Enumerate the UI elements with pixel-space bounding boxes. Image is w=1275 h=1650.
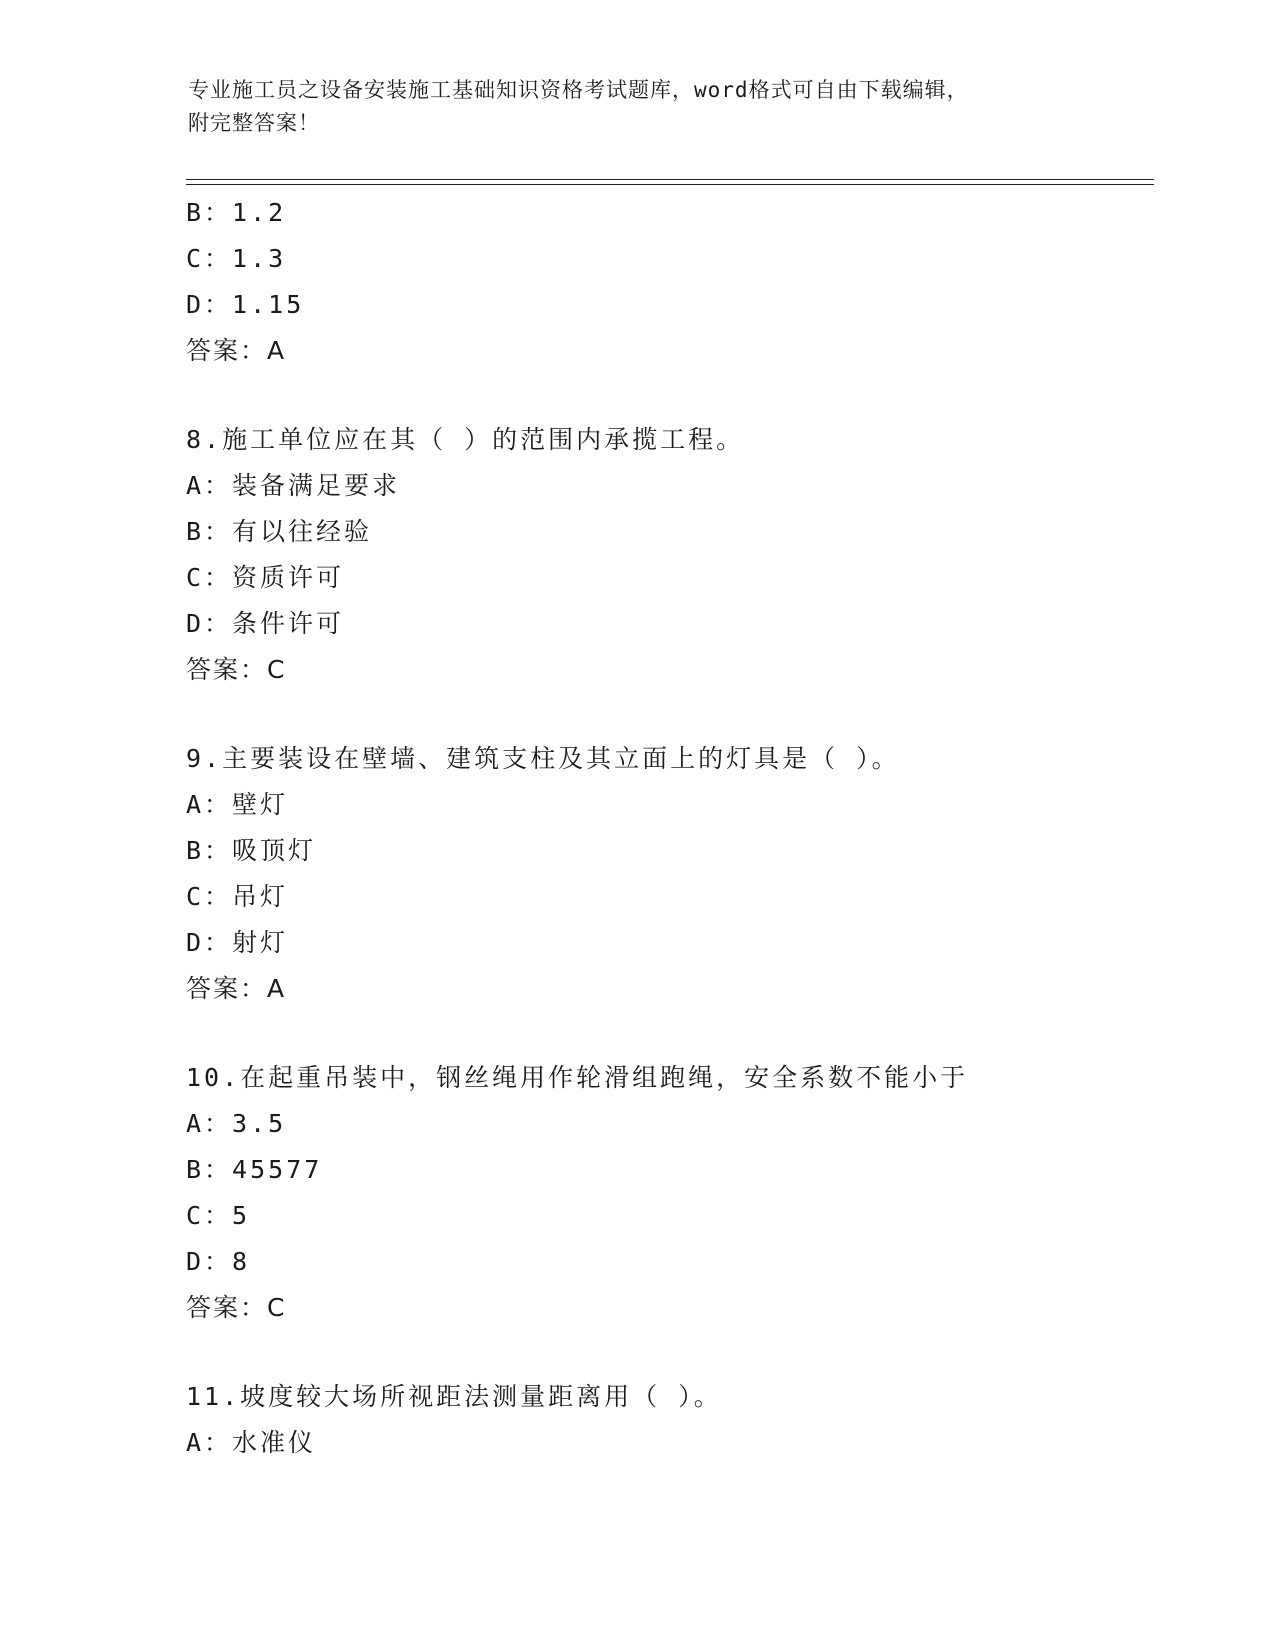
question-text: 11.坡度较大场所视距法测量距离用（ ）。 [186, 1382, 722, 1411]
question-list [186, 190, 1146, 1466]
option-c: C：5 [186, 1201, 251, 1230]
question-partial [186, 190, 1146, 374]
option-a: A：3.5 [186, 1109, 287, 1138]
option-b: B：1.2 [186, 198, 287, 227]
question-text: 9.主要装设在壁墙、建筑支柱及其立面上的灯具是（ ）。 [186, 744, 900, 773]
question-11 [186, 1374, 1146, 1466]
option-b: B：吸顶灯 [186, 836, 317, 865]
option-c: C：吊灯 [186, 882, 289, 911]
document-header [188, 74, 1068, 140]
header-divider-bottom [186, 184, 1154, 185]
header-line-1: 专业施工员之设备安装施工基础知识资格考试题库，word格式可自由下载编辑， [188, 78, 969, 102]
option-c: C：资质许可 [186, 563, 345, 592]
question-text: 10.在起重吊装中，钢丝绳用作轮滑组跑绳，安全系数不能小于 [186, 1063, 969, 1092]
option-b: B：45577 [186, 1155, 323, 1184]
option-a: A：水准仪 [186, 1428, 317, 1457]
option-a: A：装备满足要求 [186, 471, 401, 500]
header-divider-top [186, 179, 1154, 180]
option-d: D：条件许可 [186, 609, 345, 638]
option-a: A：壁灯 [186, 790, 289, 819]
question-text: 8.施工单位应在其（ ）的范围内承揽工程。 [186, 425, 745, 454]
question-10 [186, 1055, 1146, 1331]
answer: 答案：A [186, 974, 287, 1003]
option-d: D：8 [186, 1247, 251, 1276]
question-8 [186, 417, 1146, 693]
header-line-2: 附完整答案！ [188, 111, 320, 135]
answer: 答案：C [186, 1293, 287, 1322]
answer: 答案：A [186, 336, 287, 365]
option-c: C：1.3 [186, 244, 287, 273]
question-9 [186, 736, 1146, 1012]
option-d: D：射灯 [186, 928, 289, 957]
answer: 答案：C [186, 655, 287, 684]
option-b: B：有以往经验 [186, 517, 373, 546]
option-d: D：1.15 [186, 290, 305, 319]
